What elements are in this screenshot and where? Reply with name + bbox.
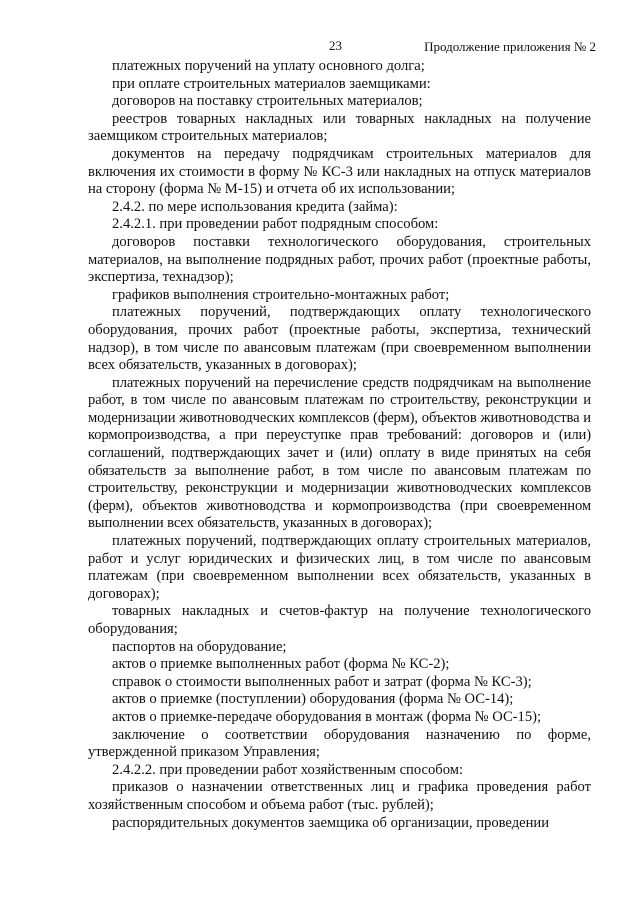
paragraph: приказов о назначении ответственных лиц и графика проведения работ хозяйственным способом и объема работ (тыс. рублей); [88,779,591,813]
paragraph: 2.4.2.2. при проведении работ хозяйственным способом: [112,761,464,778]
paragraph: 2.4.2.1. при проведении работ подрядным способом: [112,216,439,233]
paragraph: договоров на поставку строительных материалов; [112,93,423,110]
paragraph: товарных накладных и счетов-фактур на получение технологического оборудования; [88,603,591,637]
paragraph: паспортов на оборудование; [112,638,287,655]
paragraph: реестров товарных накладных или товарных накладных на получение заемщиком строительных материалов; [88,110,591,145]
paragraph: актов о приемке-передаче оборудования в монтаж (форма № ОС-15); [112,708,542,725]
page-number: 23 [329,38,342,53]
paragraph: платежных поручений, подтверждающих оплату технологического оборудования, прочих работ (проектные работы, экспертиза, технический надзор), в том числе по авансовым платежам (при своевременном выполнении всех обязательств, указанных в договорах); [88,304,591,374]
paragraph: платежных поручений на уплату основного долга; [112,58,425,74]
paragraph: 2.4.2. по мере использования кредита (займа): [112,198,398,215]
continuation-note: Продолжение приложения № 2 [424,39,596,54]
paragraph: актов о приемке выполненных работ (форма № КС-2); [112,656,450,673]
document-body [88,58,591,832]
paragraph: договоров поставки технологического оборудования, строительных материалов, на выполнение подрядных работ, прочих работ (проектные работы, экспертиза, технадзор); [88,233,591,286]
paragraph: распорядительных документов заемщика об организации, проведении [112,814,550,831]
paragraph: актов о приемке (поступлении) оборудования (форма № ОС-14); [112,691,514,708]
paragraph: справок о стоимости выполненных работ и затрат (форма № КС-3); [112,673,532,690]
paragraph: заключение о соответствии оборудования назначению по форме, утвержденной приказом Управления; [88,726,591,761]
paragraph: документов на передачу подрядчикам строительных материалов для включения их стоимости в форму № КС-3 или накладных на отпуск материалов на сторону (форма № М-15) и отчета об их использовании; [88,145,591,198]
paragraph: при оплате строительных материалов заемщиками: [112,75,431,92]
paragraph: платежных поручений, подтверждающих оплату строительных материалов, работ и услуг юридических и физических лиц, в том числе по авансовым платежам (при своевременном выполнении всех обязательств, указанных в договорах); [88,533,591,602]
paragraph: графиков выполнения строительно-монтажных работ; [112,286,450,303]
paragraph: платежных поручений на перечисление средств подрядчикам на выполнение работ, в том числе по авансовым платежам по строительству, реконструкции и модернизации животноводческих комплексов (ферм), объектов животноводства и кормопроизводства, а при переуступке прав требований: договоров и (или) соглашений, подтверждающих зачет и (или) оплату в виде принятых на себя обязательств за выполнение работ, в том числе по авансовым платежам по строительству, реконструкции и модернизации животноводческих комплексов (ферм), объектов животноводства и кормопроизводства (при своевременном выполнении всех обязательств, указанных в договорах); [88,374,591,532]
